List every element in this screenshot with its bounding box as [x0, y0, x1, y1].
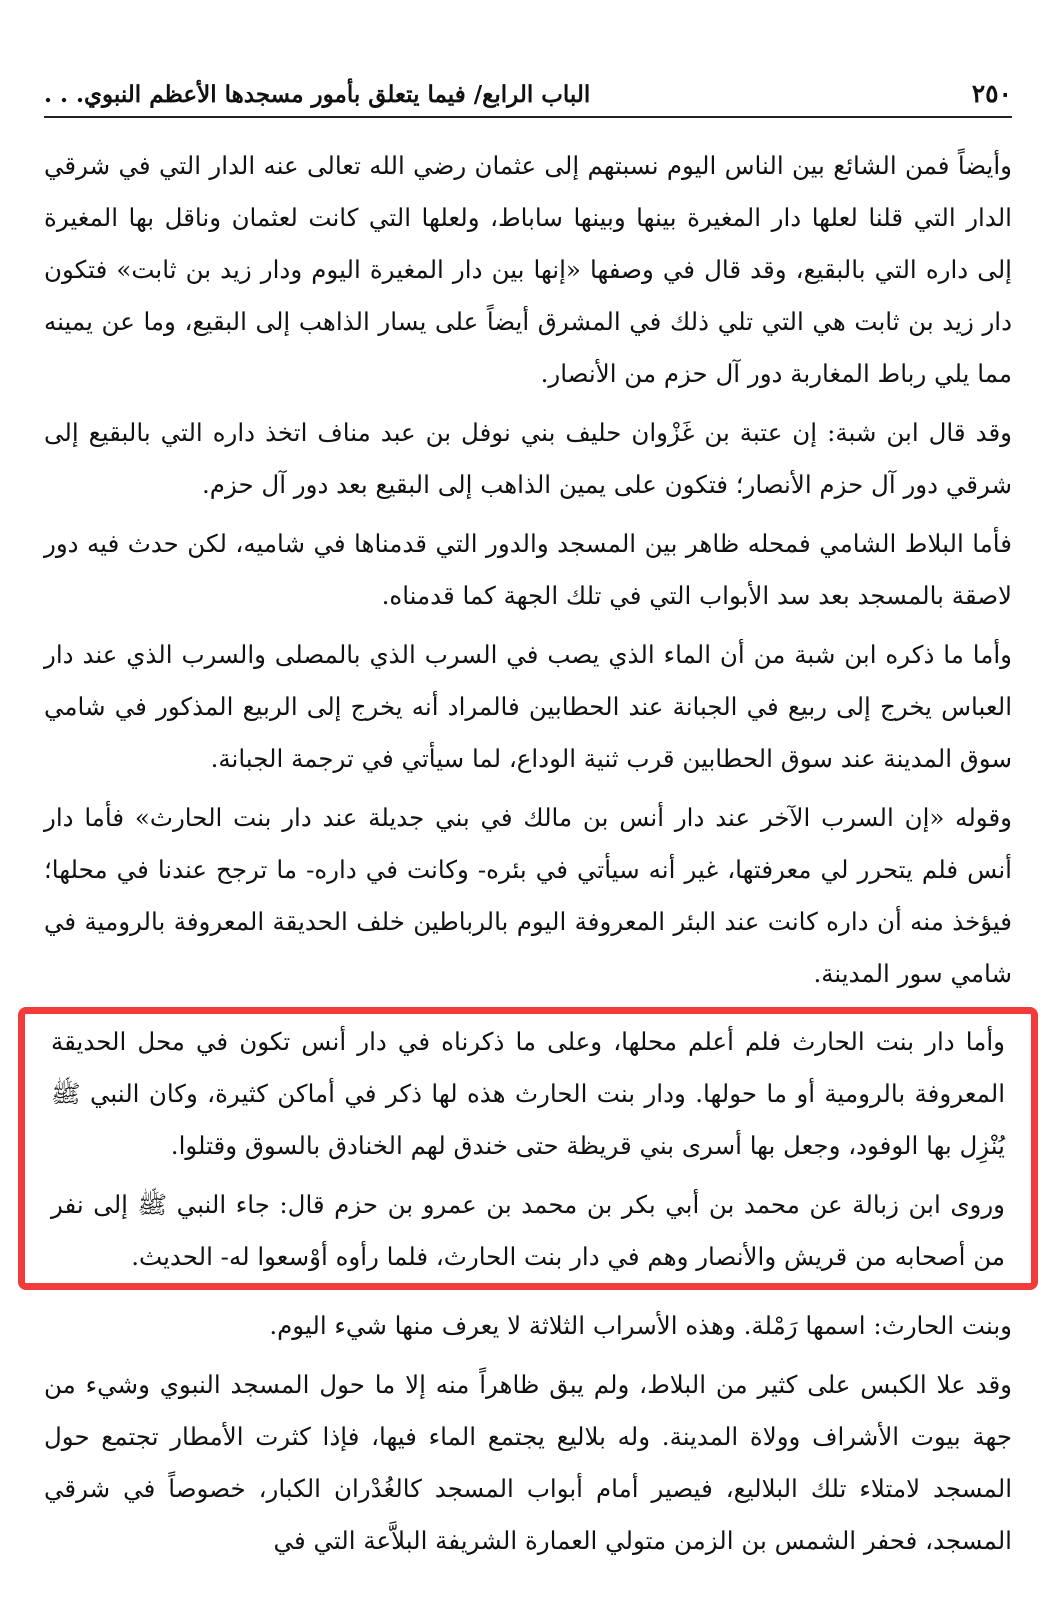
body-text: [44, 140, 1012, 1574]
paragraph: وأما ما ذكره ابن شبة من أن الماء الذي يصب في السرب الذي بالمصلى والسرب الذي عند دار العباس يخرج إلى ربيع في الجبانة عند الحطابين فالمراد أنه يخرج إلى الربيع المذكور في شامي سوق المدينة عند سوق الحطابين قرب ثنية الوداع، لما سيأتي في ترجمة الجبانة.: [44, 640, 1012, 773]
running-header: [44, 70, 1012, 118]
paragraph: وأيضاً فمن الشائع بين الناس اليوم نسبتهم إلى عثمان رضي الله تعالى عنه الدار التي في شرقي الدار التي قلنا لعلها دار المغيرة بينها وبينها ساباط، ولعلها التي كانت لعثمان وناقل بها المغيرة إلى داره التي بالبقيع، وقد قال في وصفها «إنها بين دار المغيرة اليوم ودار زيد بن ثابت» فتكون دار زيد بن ثابت هي التي تلي ذلك في المشرق أيضاً على يسار الذاهب إلى البقيع، وما عن يمينه مما يلي رباط المغاربة دور آل حزم من الأنصار.: [44, 151, 1012, 388]
paragraph: فأما البلاط الشامي فمحله ظاهر بين المسجد والدور التي قدمناها في شاميه، لكن حدث فيه دور لاصقة بالمسجد بعد سد الأبواب التي في تلك الجهة كما قدمناه.: [44, 529, 1012, 610]
highlighted-paragraph: وأما دار بنت الحارث فلم أعلم محلها، وعلى ما ذكرناه في دار أنس تكون في محل الحديقة المعروفة بالرومية أو ما حولها. ودار بنت الحارث هذه لها ذكر في أماكن كثيرة، وكان النبي ﷺ يُنْزِل بها الوفود، وجعل بها أسرى بني قريظة حتى خندق لهم الخنادق بالسوق وقتلوا.: [51, 1027, 1005, 1160]
chapter-title: الباب الرابع/ فيما يتعلق بأمور مسجدها الأعظم النبوي. . .: [44, 81, 591, 108]
paragraph: وقوله «إن السرب الآخر عند دار أنس بن مالك في بني جديلة عند دار بنت الحارث» فأما دار أنس فلم يتحرر لي معرفتها، غير أنه سيأتي في بئره- وكانت في داره- ما ترجح عندنا في محلها؛ فيؤخذ منه أن داره كانت عند البئر المعروفة اليوم بالرباطين خلف الحديقة المعروفة بالرومية في شامي سور المدينة.: [44, 803, 1012, 988]
highlighted-paragraph: وروى ابن زبالة عن محمد بن أبي بكر بن محمد بن عمرو بن حزم قال: جاء النبي ﷺ إلى نفر من أصحابه من قريش والأنصار وهم في دار بنت الحارث، فلما رأوه أوْسعوا له- الحديث.: [51, 1190, 1005, 1271]
paragraph: وقد قال ابن شبة: إن عتبة بن غَزْوان حليف بني نوفل بن عبد مناف اتخذ داره التي بالبقيع إلى شرقي دور آل حزم الأنصار؛ فتكون على يمين الذاهب إلى البقيع بعد دور آل حزم.: [44, 418, 1012, 499]
highlight-box: [18, 1007, 1038, 1290]
paragraph: وقد علا الكبس على كثير من البلاط، ولم يبق ظاهراً منه إلا ما حول المسجد النبوي وشيء من جهة بيوت الأشراف وولاة المدينة. وله بلاليع يجتمع الماء فيها، فإذا كثرت الأمطار تجتمع حول المسجد لامتلاء تلك البلاليع، فيصير أمام أبواب المسجد كالغُدْران الكبار، خصوصاً في شرقي المسجد، فحفر الشمس بن الزمن متولي العمارة الشريفة البلاَّعة التي في: [44, 1370, 1012, 1555]
paragraph: وبنت الحارث: اسمها رَمْلة. وهذه الأسراب الثلاثة لا يعرف منها شيء اليوم.: [269, 1311, 1012, 1340]
page-number: ٢٥٠: [971, 79, 1012, 108]
